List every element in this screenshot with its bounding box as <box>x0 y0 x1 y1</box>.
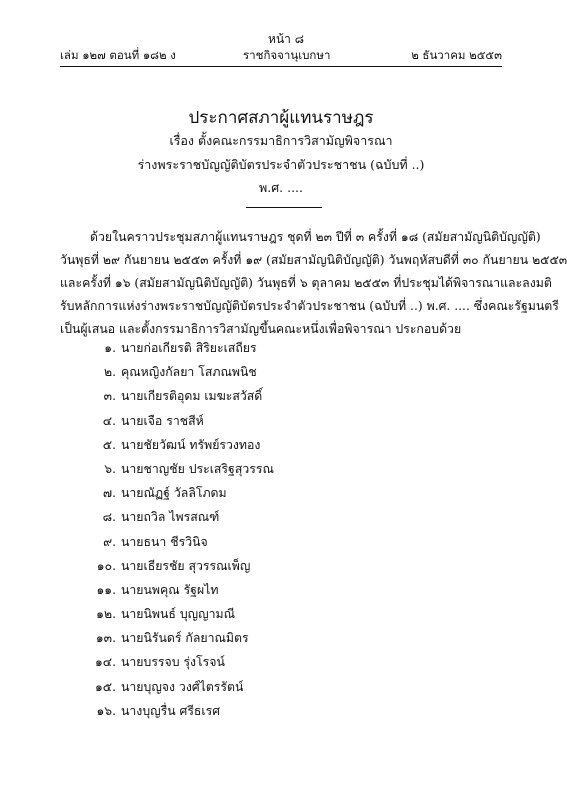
list-item <box>90 650 490 674</box>
member-name: นายบรรจบ รุ่งโรจน์ <box>121 655 225 670</box>
member-name: นายนพคุณ รัฐผไท <box>121 582 219 597</box>
member-number: ๑. <box>104 341 116 355</box>
draft-bill-name: ร่างพระราชบัญญัติบัตรประจำตัวประชาชน (ฉบับที่ ..) <box>137 157 425 172</box>
member-number: ๒. <box>103 365 116 380</box>
publication-name: ราชกิจจานุเบกษา <box>243 48 331 62</box>
list-item <box>90 481 490 505</box>
gazette-header <box>60 47 502 63</box>
member-number: ๙. <box>103 534 116 549</box>
list-item <box>90 409 490 433</box>
member-name: นายชัยวัฒน์ ทรัพย์รวงทอง <box>121 437 261 452</box>
list-item <box>90 457 490 481</box>
list-item <box>90 336 490 360</box>
list-item <box>90 675 490 699</box>
member-name: นายชาญชัย ประเสริฐสุวรรณ <box>121 461 274 476</box>
member-number: ๕. <box>102 437 116 452</box>
member-name: นายเกียรติอุดม เมฆะสวัสดิ์ <box>121 389 263 404</box>
member-number: ๔. <box>102 413 116 428</box>
list-item <box>90 384 490 408</box>
member-name: นายณัฏฐ์ วัลลิโภดม <box>121 486 227 501</box>
member-name: นายก่อเกียรติ สิริยะเสถียร <box>121 341 257 355</box>
member-number: ๘. <box>102 510 116 525</box>
title-divider <box>246 207 322 208</box>
member-name: นายนิรันดร์ กัลยาณมิตร <box>121 631 249 646</box>
member-number: ๑๖. <box>96 703 116 718</box>
list-item <box>90 554 490 578</box>
body-line: รับหลักการแห่งร่างพระราชบัญญัติบัตรประจำตัวประชาชน (ฉบับที่ ..) พ.ศ. .... ซึ่งคณะรัฐมนตรี <box>60 299 559 313</box>
member-name: นางบุญรื่น ศรีธเรศ <box>121 703 221 718</box>
list-item <box>90 360 490 384</box>
body-line: วันพุธที่ ๒๙ กันยายน ๒๕๕๓ ครั้งที่ ๑๙ (สมัยสามัญนิติบัญญัติ) วันพฤหัสบดีที่ ๓๐ กันยายน ๒๕๕๓ <box>60 253 567 267</box>
member-name: นายถวิล ไพรสณฑ์ <box>121 510 220 525</box>
member-number: ๓. <box>103 389 116 404</box>
member-number: ๑๒. <box>96 607 116 622</box>
publication-date: ๒ ธันวาคม ๒๕๕๓ <box>411 48 502 62</box>
announcement-subject: เรื่อง ตั้งคณะกรรมาธิการวิสามัญพิจารณา <box>169 133 393 148</box>
list-item <box>90 602 490 626</box>
body-paragraph <box>60 226 567 341</box>
member-number: ๑๔. <box>94 655 116 670</box>
member-name: นายนิพนธ์ บุญญามณี <box>121 607 236 622</box>
body-line: ด้วยในคราวประชุมสภาผู้แทนราษฎร ชุดที่ ๒๓ ปีที่ ๓ ครั้งที่ ๑๘ (สมัยสามัญนิติบัญญัติ) <box>90 230 541 244</box>
volume-issue: เล่ม ๑๒๗ ตอนที่ ๑๘๒ ง <box>60 48 176 62</box>
member-number: ๑๓. <box>95 631 116 646</box>
list-item <box>90 626 490 650</box>
member-name: คุณหญิงกัลยา โสภณพนิช <box>121 365 257 380</box>
bill-year: พ.ศ. .... <box>259 180 303 195</box>
body-line: เป็นผู้เสนอ และตั้งกรรมาธิการวิสามัญขึ้นคณะหนึ่งเพื่อพิจารณา ประกอบด้วย <box>60 322 462 336</box>
member-number: ๑๐. <box>96 558 116 573</box>
member-name: นายเธียรชัย สุวรรณเพ็ญ <box>121 558 251 573</box>
list-item <box>90 505 490 529</box>
list-item <box>90 530 490 554</box>
member-number: ๗. <box>102 486 116 501</box>
list-item <box>90 433 490 457</box>
member-number: ๑๕. <box>94 679 116 694</box>
member-number: ๑๑. <box>96 582 116 597</box>
list-item <box>90 578 490 602</box>
page-number: หน้า ๘ <box>268 32 304 46</box>
header-divider <box>60 66 502 67</box>
member-name: นายเจือ ราชสีห์ <box>121 413 204 428</box>
member-number: ๖. <box>104 461 116 476</box>
member-name: นายธนา ชีรวินิจ <box>121 534 208 549</box>
announcement-title: ประกาศสภาผู้แทนราษฎร <box>188 108 374 128</box>
body-line: และครั้งที่ ๑๖ (สมัยสามัญนิติบัญญัติ) วันพุธที่ ๖ ตุลาคม ๒๕๕๓ ที่ประชุมได้พิจารณาและลงมติ <box>60 276 552 290</box>
list-item <box>90 699 490 723</box>
member-name: นายบุญจง วงศ์ไตรรัตน์ <box>121 679 244 694</box>
committee-member-list <box>90 336 490 723</box>
